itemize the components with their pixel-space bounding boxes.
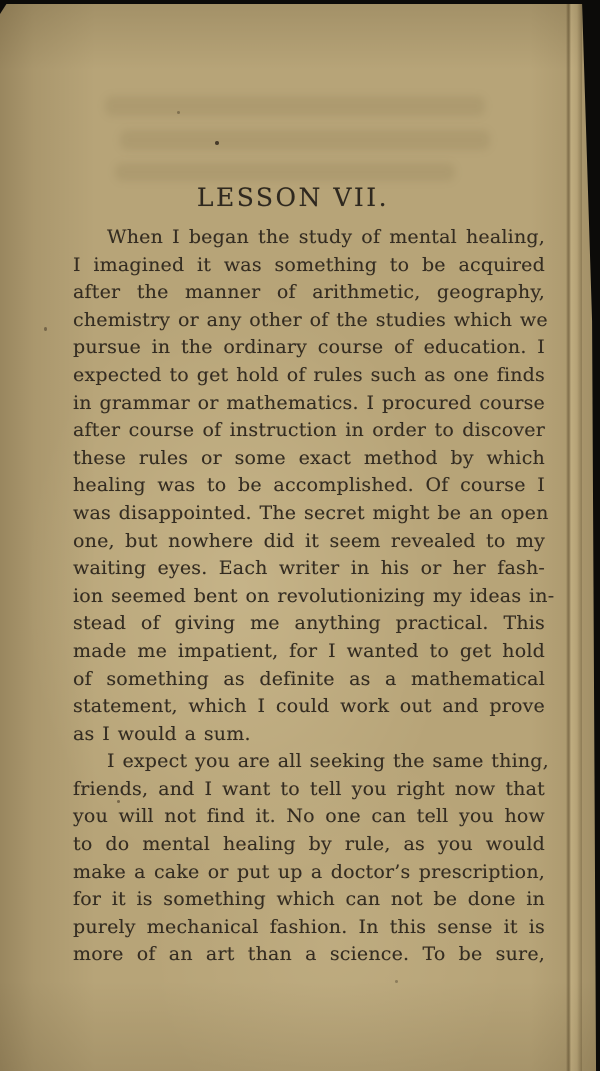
text-line: friends, and I want to tell you right now that bbox=[73, 777, 545, 800]
text-line: one, but nowhere did it seem revealed to my bbox=[73, 529, 545, 552]
text-line: in grammar or mathematics. I procured course bbox=[73, 391, 545, 414]
text-line: purely mechanical fashion. In this sense it is bbox=[73, 915, 545, 938]
page-title: LESSON VII. bbox=[196, 183, 390, 212]
text-line: these rules or some exact method by which bbox=[73, 446, 545, 469]
text-line: after course of instruction in order to discover bbox=[73, 419, 545, 442]
text-line: stead of giving me anything practical. This bbox=[73, 612, 545, 635]
text-line: I imagined it was something to be acquired bbox=[73, 253, 545, 276]
text-line: When I began the study of mental healing, bbox=[107, 226, 545, 248]
text-line: chemistry or any other of the studies which we bbox=[73, 308, 548, 331]
text-line: statement, which I could work out and prove bbox=[73, 695, 545, 718]
text-line: make a cake or put up a doctor’s prescription, bbox=[73, 860, 545, 883]
text-line: was disappointed. The secret might be an open bbox=[73, 501, 549, 524]
text-line: waiting eyes. Each writer in his or her fash- bbox=[73, 557, 545, 580]
text-line: ion seemed bent on revolutionizing my ideas in- bbox=[73, 584, 555, 607]
text-line: to do mental healing by rule, as you would bbox=[73, 833, 545, 856]
paper-speck bbox=[395, 980, 398, 983]
showthrough-ghost bbox=[105, 96, 485, 116]
showthrough-ghost bbox=[115, 163, 455, 181]
text-line: healing was to be accomplished. Of course I bbox=[73, 474, 545, 497]
paper-speck bbox=[44, 327, 47, 331]
paper-speck bbox=[215, 141, 219, 145]
page-fore-edge bbox=[566, 0, 582, 1071]
text-line: of something as definite as a mathematical bbox=[73, 667, 545, 690]
text-line: pursue in the ordinary course of education. I bbox=[73, 336, 545, 359]
text-line: more of an art than a science. To be sure, bbox=[73, 943, 545, 966]
text-line: I expect you are all seeking the same thing, bbox=[107, 750, 549, 773]
paper-speck bbox=[177, 111, 180, 114]
scan-edge-top bbox=[0, 0, 600, 4]
text-line: as I would a sum. bbox=[73, 722, 251, 745]
text-line: expected to get hold of rules such as one finds bbox=[73, 363, 545, 386]
text-line: for it is something which can not be done in bbox=[73, 888, 545, 911]
text-line: made me impatient, for I wanted to get hold bbox=[73, 639, 545, 662]
body-text bbox=[73, 224, 555, 969]
text-line: after the manner of arithmetic, geography, bbox=[73, 281, 545, 304]
showthrough-ghost bbox=[120, 130, 490, 150]
text-line: you will not find it. No one can tell you how bbox=[73, 805, 545, 828]
